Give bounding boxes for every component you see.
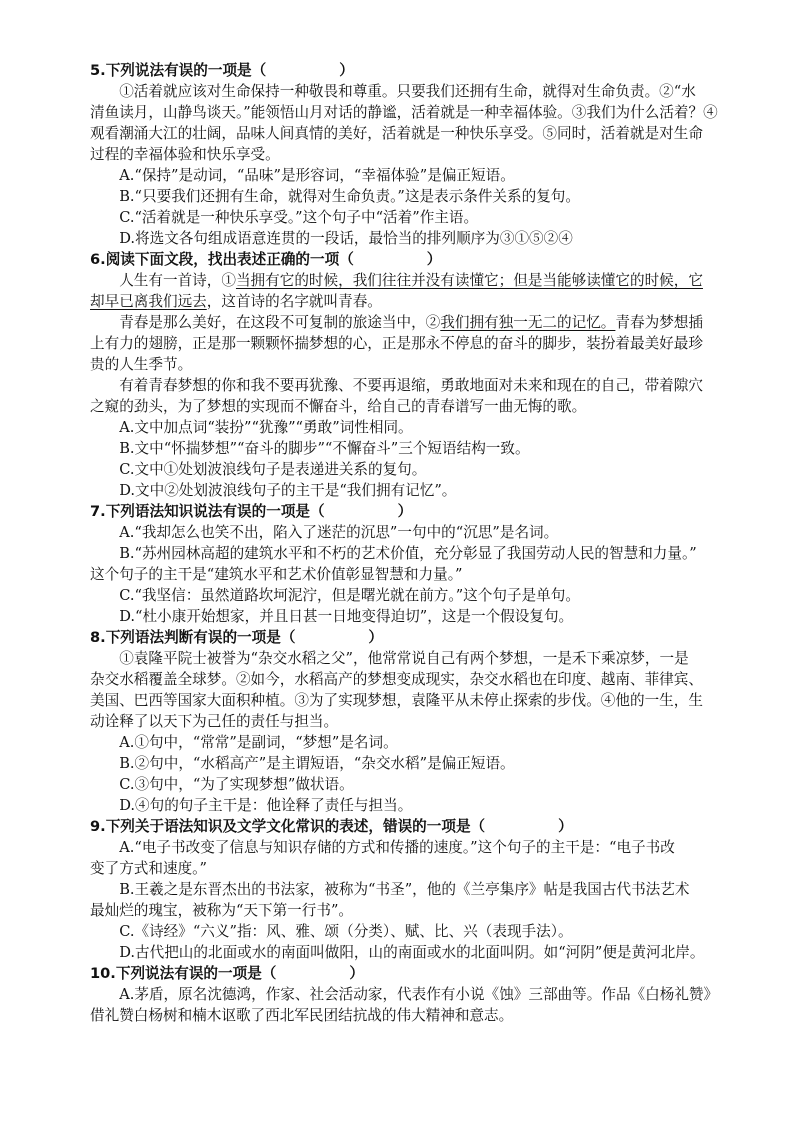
- question-8-passage-line: 动诠释了以天下为己任的责任与担当。: [90, 713, 339, 730]
- question-9-option-c: C.《诗经》“六义”指：风、雅、颂（分类）、赋、比、兴（表现手法）。: [90, 923, 573, 940]
- question-10-option-a: A.茅盾，原名沈德鸿，作家、社会活动家，代表作有小说《蚀》三部曲等。作品《白杨礼赞》: [90, 986, 719, 1003]
- question-9-title: 9.下列关于语法知识及文学文化常识的表述，错误的一项是（ ）: [90, 818, 573, 835]
- question-5-option-b: B.“只要我们还拥有生命，就得对生命负责。”这是表示条件关系的复句。: [90, 188, 580, 205]
- question-5-passage-line: ①活着就应该对生命保持一种敬畏和尊重。只要我们还拥有生命，就得对生命负责。②“水: [90, 83, 696, 100]
- question-6-passage-line: 上有力的翅膀，正是那一颗颗怀揣梦想的心，正是那永不停息的奋斗的脚步，装扮着最美好最珍: [90, 335, 703, 352]
- question-7-option-a: A.“我却怎么也笑不出，陷入了迷茫的沉思”一句中的“沉思”是名词。: [90, 524, 559, 541]
- question-5-option-a: A.“保持”是动词，“品味”是形容词，“幸福体验”是偏正短语。: [90, 167, 515, 184]
- question-7-option-b: B.“苏州园林高超的建筑水平和不朽的艺术价值，充分彰显了我国劳动人民的智慧和力量。”: [90, 545, 697, 562]
- question-6-option-a: A.文中加点词“装扮”“犹豫”“勇敢”词性相同。: [90, 419, 413, 436]
- question-6-passage-line: 贵的人生季节。: [90, 356, 193, 373]
- question-9-option-b: B.王羲之是东晋杰出的书法家，被称为“书圣”，他的《兰亭集序》帖是我国古代书法艺术: [90, 881, 690, 898]
- question-8-passage-line: ①袁隆平院士被誉为“杂交水稻之父”，他常常说自己有两个梦想，一是禾下乘凉梦，一是: [90, 650, 689, 667]
- question-10-option-a-cont: 借礼赞白杨树和楠木讴歌了西北军民团结抗战的伟大精神和意志。: [90, 1007, 514, 1024]
- question-8-passage-line: 杂交水稻覆盖全球梦。②如今，水稻高产的梦想变成现实，杂交水稻也在印度、越南、菲律宾、: [90, 671, 703, 688]
- question-6-option-c: C.文中①处划波浪线句子是表递进关系的复句。: [90, 461, 427, 478]
- question-6-text: 人生有一首诗，①: [90, 272, 236, 289]
- question-7-option-c: C.“我坚信：虽然道路坎坷泥泞，但是曙光就在前方。”这个句子是单句。: [90, 587, 580, 604]
- question-5-passage-line: 清鱼读月，山静鸟谈天。”能领悟山月对话的静谧，活着就是一种幸福体验。③我们为什么活着？④: [90, 104, 718, 121]
- question-8-option-a: A.①句中，“常常”是副词，“梦想”是名词。: [90, 734, 398, 751]
- question-6-passage-line: [90, 291, 735, 312]
- question-6-option-d: D.文中②处划波浪线句子的主干是“我们拥有记忆”。: [90, 482, 457, 499]
- question-7-title: 7.下列语法知识说法有误的一项是（ ）: [90, 503, 413, 520]
- question-6-passage-line: 有着青春梦想的你和我不要再犹豫、不要再退缩，勇敢地面对未来和现在的自己，带着隙穴: [90, 377, 703, 394]
- question-8-option-c: C.③句中，“为了实现梦想”做状语。: [90, 776, 354, 793]
- question-6-text: 青春是那么美好，在这段不可复制的旅途当中，②: [90, 314, 441, 331]
- question-9-option-a-cont: 变了方式和速度。”: [90, 860, 207, 877]
- question-6-passage-line: 之窥的劲头，为了梦想的实现而不懈奋斗，给自己的青春谱写一曲无悔的歌。: [90, 398, 587, 415]
- question-8-option-b: B.②句中，“水稻高产”是主谓短语，“杂交水稻”是偏正短语。: [90, 755, 515, 772]
- question-6-option-b: B.文中“怀揣梦想”“奋斗的脚步”“不懈奋斗”三个短语结构一致。: [90, 440, 530, 457]
- question-5-option-d: D.将选文各句组成语意连贯的一段话，最恰当的排列顺序为③①⑤②④: [90, 230, 573, 247]
- question-9-option-d: D.古代把山的北面或水的南面叫做阳，山的南面或水的北面叫阴。如“河阴”便是黄河北岸。: [90, 944, 705, 961]
- question-8-title: 8.下列语法判断有误的一项是（ ）: [90, 629, 383, 646]
- wavy-underlined-sentence-1-end: 却早已离我们远去: [90, 293, 207, 310]
- wavy-underlined-sentence-1: 当拥有它的时候，我们往往并没有读懂它；但是当能够读懂它的时候，它: [235, 272, 703, 289]
- question-7-option-b-cont: 这个句子的主干是“建筑水平和艺术价值彰显智慧和力量。”: [90, 566, 463, 583]
- question-5-option-c: C.“活着就是一种快乐享受。”这个句子中“活着”作主语。: [90, 209, 479, 226]
- question-5-passage-line: 过程的幸福体验和快乐享受。: [90, 146, 280, 163]
- question-10-title: 10.下列说法有误的一项是（ ）: [90, 965, 364, 982]
- question-6-passage-line: [90, 270, 735, 291]
- question-5-passage-line: 观看潮涌大江的壮阔，品味人间真情的美好，活着就是一种快乐享受。⑤同时，活着就是对生命: [90, 125, 703, 142]
- question-6-text: 青春为梦想插: [615, 314, 703, 331]
- question-7-option-d: D.“杜小康开始想家，并且日甚一日地变得迫切”，这是一个假设复句。: [90, 608, 574, 625]
- question-6-text: ，这首诗的名字就叫青春。: [206, 293, 382, 310]
- question-9-option-a: A.“电子书改变了信息与知识存储的方式和传播的速度。”这个句子的主干是：“电子书改: [90, 839, 675, 856]
- question-8-passage-line: 美国、巴西等国家大面积种植。③为了实现梦想，袁隆平从未停止探索的步伐。④他的一生，生: [90, 692, 703, 709]
- question-9-option-b-cont: 最灿烂的瑰宝，被称为“天下第一行书”。: [90, 902, 354, 919]
- question-8-option-d: D.④句的句子主干是：他诠释了责任与担当。: [90, 797, 413, 814]
- question-6-title: 6.阅读下面文段，找出表述正确的一项（ ）: [90, 251, 442, 268]
- question-5-title: 5.下列说法有误的一项是（ ）: [90, 62, 354, 79]
- question-6-passage-line: [90, 312, 735, 333]
- wavy-underlined-sentence-2: 我们拥有独一无二的记忆。: [440, 314, 616, 331]
